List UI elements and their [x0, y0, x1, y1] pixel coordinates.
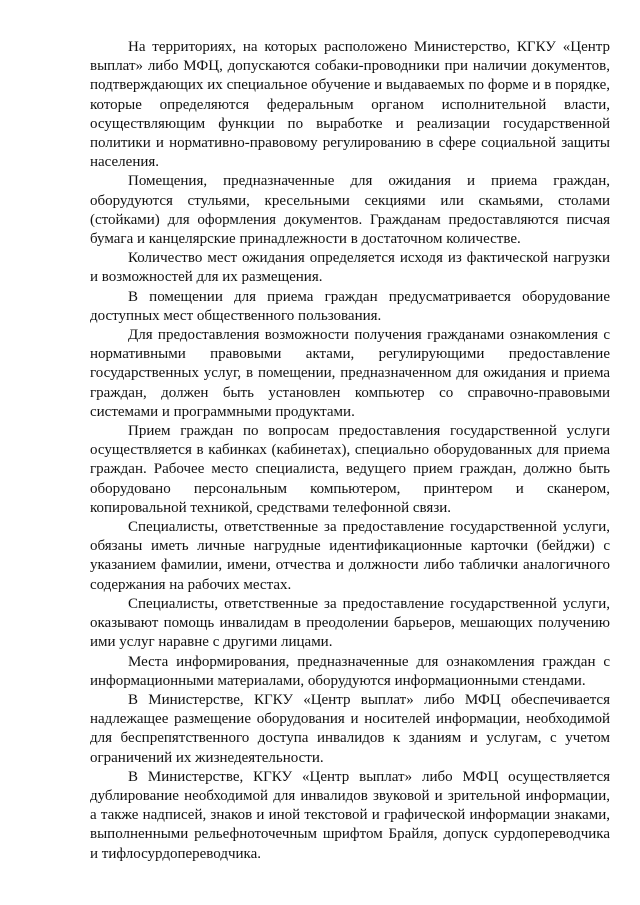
- paragraph-disability-assistance: Специалисты, ответственные за предоставление государственной услуги, оказывают помощь инвалидам в преодолении барьеров, мешающих получению ими услуг наравне с другими лицами.: [90, 595, 610, 651]
- paragraph-waiting-seats: Количество мест ожидания определяется исходя из фактической нагрузки и возможностей для их размещения.: [90, 250, 610, 286]
- paragraph-accessible-equipment: В Министерстве, КГКУ «Центр выплат» либо МФЦ обеспечивается надлежащее размещение оборудования и носителей информации, необходимой для беспрепятственного доступа инвалидов к зданиям и услугам, с учетом ограничений их жизнедеятельности.: [90, 691, 610, 766]
- paragraph-public-places: В помещении для приема граждан предусматривается оборудование доступных мест общественного пользования.: [90, 288, 610, 324]
- paragraph-waiting-rooms: Помещения, предназначенные для ожидания и приема граждан, оборудуются стульями, кресельными секциями или скамьями, столами (стойками) для оформления документов. Гражданам предоставляются писчая бумага и канцелярские принадлежности в достаточном количестве.: [90, 173, 610, 248]
- paragraph-information-stands: Места информирования, предназначенные для ознакомления граждан с информационными материалами, оборудуются информационными стендами.: [90, 653, 610, 689]
- paragraph-computer-access: Для предоставления возможности получения гражданами ознакомления с нормативными правовыми актами, регулирующими предоставление государственных услуг, в помещении, предназначенном для ожидания и приема граждан, должен быть установлен компьютер со справочно-правовыми системами и программными продуктами.: [90, 327, 610, 420]
- paragraph-reception-booths: Прием граждан по вопросам предоставления государственной услуги осуществляется в кабинках (кабинетах), специально оборудованных для приема граждан. Рабочее место специалиста, ведущего прием граждан, должно быть оборудовано персональным компьютером, принтером и сканером, копировальной техникой, средствами телефонной связи.: [90, 423, 610, 516]
- paragraph-guide-dogs: На территориях, на которых расположено Министерство, КГКУ «Центр выплат» либо МФЦ, допускаются собаки-проводники при наличии документов, подтверждающих их специальное обучение и выдаваемых по форме и в порядке, которые определяются федеральным органом исполнительной власти, осуществляющим функции по выработке и реализации государственной политики и нормативно-правовому регулированию в сфере социальной защиты населения.: [90, 39, 610, 171]
- paragraph-braille-duplication: В Министерстве, КГКУ «Центр выплат» либо МФЦ осуществляется дублирование необходимой для инвалидов звуковой и зрительной информации, а также надписей, знаков и иной текстовой и графической информации знаками, выполненными рельефноточечным шрифтом Брайля, допуск сурдопереводчика и тифлосурдопереводчика.: [90, 768, 610, 862]
- paragraph-badges: Специалисты, ответственные за предоставление государственной услуги, обязаны иметь личные нагрудные идентификационные карточки (бейджи) с указанием фамилии, имени, отчества и должности либо таблички аналогичного содержания на рабочих местах.: [90, 519, 610, 593]
- document-body: [90, 38, 610, 864]
